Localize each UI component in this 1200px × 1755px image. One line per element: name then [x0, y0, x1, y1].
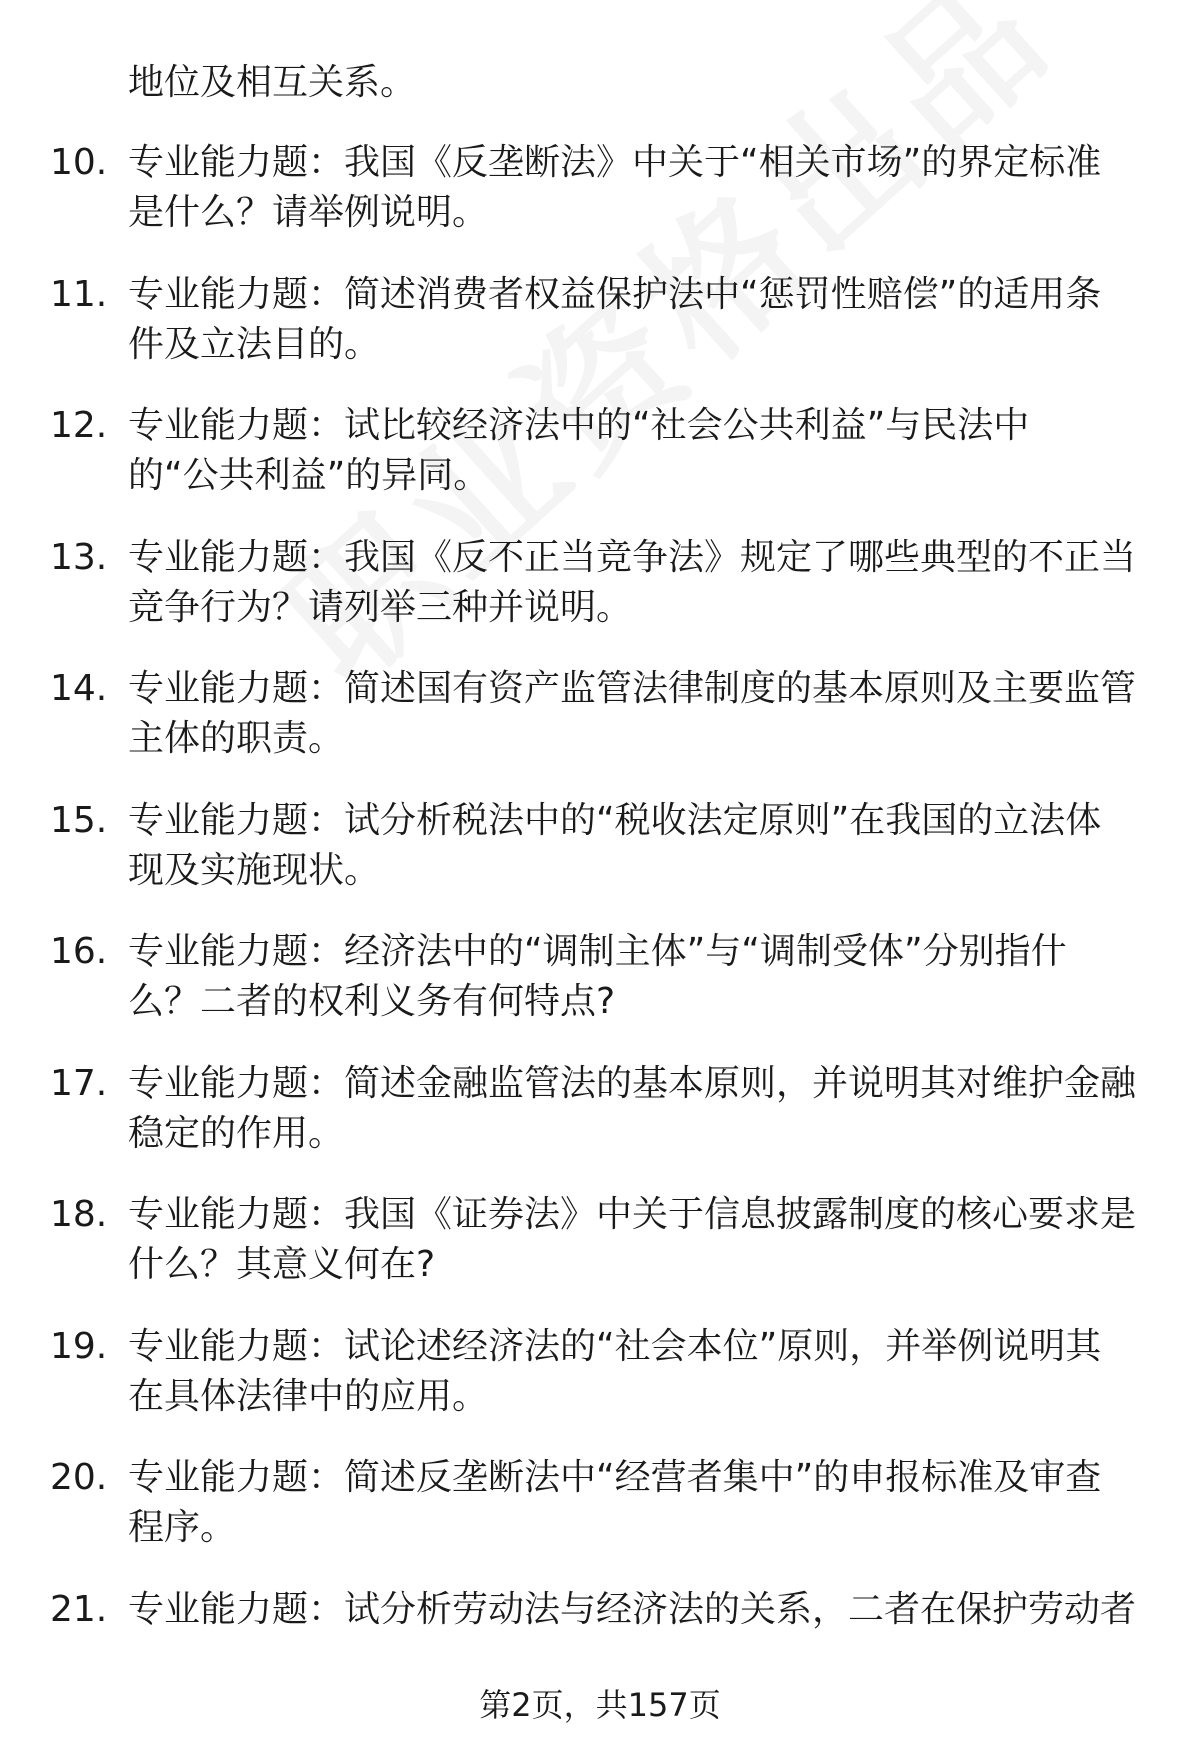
- question-text: [128, 533, 1138, 633]
- question-text: [128, 1453, 1138, 1553]
- question-text-line: 什么？其意义何在?: [128, 1244, 436, 1285]
- question-text-line: 件及立法目的。: [128, 323, 381, 365]
- question-item: [0, 138, 1200, 270]
- question-text: [128, 664, 1138, 764]
- question-text-line: 专业能力题：简述国有资产监管法律制度的基本原则及主要监管: [128, 668, 1137, 709]
- question-number: 10.: [50, 142, 108, 183]
- question-text-line: 专业能力题：试比较经济法中的“社会公共利益”与民法中: [128, 405, 1030, 446]
- question-item: [0, 270, 1200, 402]
- question-text: [128, 270, 1138, 370]
- question-item: [0, 1453, 1200, 1585]
- question-text-line: 专业能力题：简述消费者权益保护法中“惩罚性赔偿”的适用条: [128, 273, 1102, 315]
- question-text-line: 专业能力题：试分析劳动法与经济法的关系，二者在保护劳动者: [128, 1588, 1137, 1630]
- question-number: 17.: [50, 1062, 108, 1104]
- question-number: 20.: [50, 1457, 108, 1498]
- question-number: 16.: [50, 931, 108, 972]
- question-item: [0, 664, 1200, 796]
- question-text-line: 是什么？请举例说明。: [128, 192, 489, 233]
- continued-text-line: 地位及相互关系。: [128, 62, 417, 103]
- question-item: [0, 533, 1200, 665]
- question-text-line: 专业能力题：我国《反不正当竞争法》规定了哪些典型的不正当: [128, 536, 1137, 578]
- question-text-line: 竞争行为？请列举三种并说明。: [128, 586, 633, 628]
- question-number: 18.: [50, 1194, 108, 1235]
- question-item: [0, 927, 1200, 1059]
- question-text-line: 专业能力题：我国《反垄断法》中关于“相关市场”的界定标准: [128, 142, 1102, 183]
- question-number: 12.: [50, 405, 108, 446]
- question-text: [128, 1059, 1138, 1159]
- question-item: [0, 1322, 1200, 1454]
- question-text-line: 主体的职责。: [128, 718, 345, 759]
- question-text: [128, 138, 1138, 238]
- question-text-line: 专业能力题：试分析税法中的“税收法定原则”在我国的立法体: [128, 799, 1102, 841]
- question-text-line: 么？二者的权利义务有何特点?: [128, 981, 616, 1022]
- question-text-line: 的“公共利益”的异同。: [128, 455, 490, 496]
- question-text-line: 专业能力题：试论述经济法的“社会本位”原则，并举例说明其: [128, 1325, 1102, 1367]
- question-number: 19.: [50, 1325, 108, 1367]
- question-item: [0, 1059, 1200, 1191]
- question-item: [0, 401, 1200, 533]
- question-item: [0, 1190, 1200, 1322]
- question-text-line: 专业能力题：我国《证券法》中关于信息披露制度的核心要求是: [128, 1194, 1137, 1235]
- page-footer: 第2页，共157页: [479, 1686, 721, 1724]
- question-text-line: 专业能力题：简述反垄断法中“经营者集中”的申报标准及审查: [128, 1457, 1102, 1498]
- question-text-line: 专业能力题：简述金融监管法的基本原则，并说明其对维护金融: [128, 1062, 1137, 1104]
- question-text: [128, 401, 1138, 501]
- question-list: [0, 138, 1200, 1716]
- question-text: [128, 796, 1138, 896]
- question-number: 21.: [50, 1588, 108, 1630]
- question-text-line: 在具体法律中的应用。: [128, 1375, 489, 1417]
- question-item: [0, 796, 1200, 928]
- question-number: 11.: [50, 273, 108, 315]
- question-text-line: 稳定的作用。: [128, 1112, 345, 1154]
- question-number: 13.: [50, 536, 108, 578]
- question-number: 15.: [50, 799, 108, 841]
- question-text: [128, 1190, 1138, 1290]
- question-text: [128, 1585, 1138, 1635]
- question-text: [128, 1322, 1138, 1422]
- question-text-line: 专业能力题：经济法中的“调制主体”与“调制受体”分别指什: [128, 931, 1067, 972]
- question-number: 14.: [50, 668, 108, 709]
- question-text-line: 程序。: [128, 1507, 237, 1548]
- question-text: [128, 927, 1138, 1027]
- question-text-line: 现及实施现状。: [128, 849, 381, 891]
